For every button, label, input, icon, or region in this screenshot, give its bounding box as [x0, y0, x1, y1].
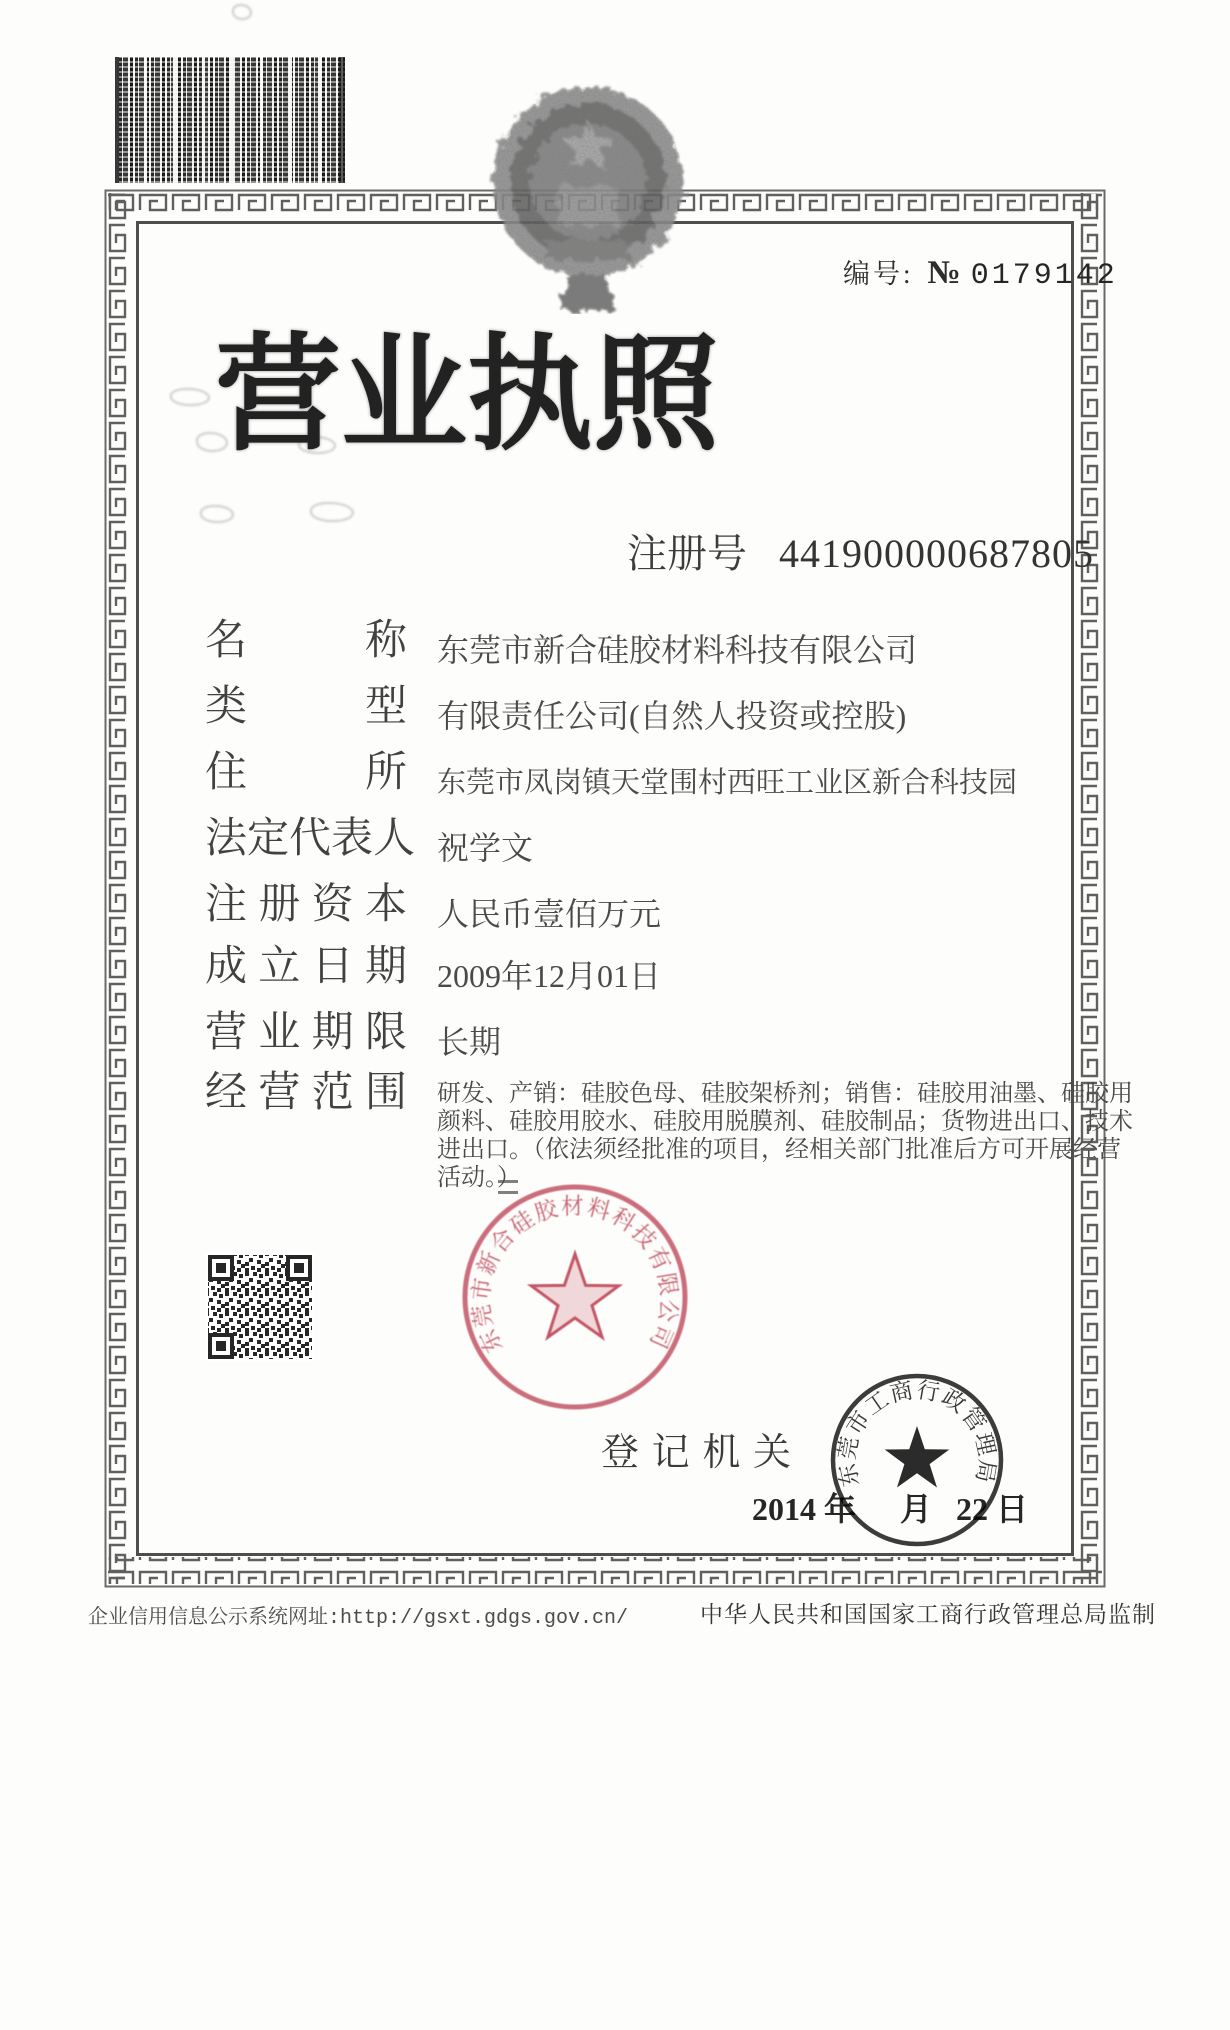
title-char: 业: [341, 327, 467, 466]
numero-sign: №: [927, 255, 961, 291]
company-seal-text: 东莞市新合硅胶材料科技有限公司: [468, 1193, 682, 1357]
field-value-establishment-date: 2009年12月01日: [437, 958, 662, 994]
title-char: 营: [215, 327, 341, 466]
registration-number: 441900000687805: [779, 531, 1094, 576]
scan-artifact: [232, 4, 252, 20]
field-label: 营 业 期 限: [205, 1010, 407, 1056]
field-row-registered-capital: [205, 882, 661, 935]
field-label: 成 立 日 期: [205, 944, 407, 990]
scan-artifact: [200, 505, 234, 523]
issue-date-month-label: 月: [900, 1491, 933, 1527]
field-row-legal-representative: [205, 816, 533, 869]
footer-issuing-authority: 中华人民共和国国家工商行政管理总局监制: [700, 1602, 1156, 1627]
footer-publicity-url: 企业信用信息公示系统网址:http://gsxt.gdgs.gov.cn/: [88, 1607, 629, 1630]
license-title: [215, 327, 719, 466]
barcode: [115, 57, 345, 183]
field-row-establishment-date: [205, 944, 661, 997]
star-icon: [531, 1254, 618, 1337]
serial-number-row: [843, 252, 1118, 293]
field-label: 注 册 资 本: [205, 882, 407, 928]
serial-number: 0179142: [970, 259, 1118, 293]
scope-line: 活动。）: [437, 1165, 521, 1191]
field-value-address: 东莞市凤岗镇天堂围村西旺工业区新合科技园: [437, 767, 1018, 799]
issue-date-day: 22 日: [956, 1491, 1029, 1527]
national-emblem-icon: [486, 82, 690, 314]
title-char: 照: [593, 327, 719, 466]
field-label: 法 定 代 表 人: [205, 816, 416, 862]
field-value-company-type: 有限责任公司(自然人投资或控股): [437, 698, 907, 734]
scope-line: 颜料、硅胶用胶水、硅胶用脱膜剂、硅胶制品；货物进出口、技术: [437, 1109, 1133, 1135]
field-row-address: [205, 750, 1017, 801]
field-row-company-name: [205, 618, 917, 671]
scope-line: 研发、产销：硅胶色母、硅胶架桥剂；销售：硅胶用油墨、硅胶用: [437, 1081, 1133, 1107]
scope-line: 进出口。（依法须经批准的项目，经相关部门批准后方可开展经营: [437, 1137, 1121, 1163]
field-value-business-term: 长期: [437, 1024, 502, 1060]
title-char: 执: [467, 327, 593, 466]
qr-code: [205, 1252, 315, 1362]
field-row-business-term: [205, 1010, 501, 1063]
issue-date-year: 2014 年: [752, 1491, 857, 1527]
scan-artifact: [170, 388, 210, 406]
registration-label: 注 册 号: [627, 531, 747, 576]
company-seal: [450, 1172, 700, 1422]
field-value-legal-representative: 祝学文: [437, 830, 534, 866]
field-label: 经 营 范 围: [205, 1070, 407, 1116]
registrar-label: 登 记 机 关: [601, 1432, 791, 1474]
serial-label: 编号:: [843, 259, 914, 289]
registrar-stamp: [822, 1365, 1012, 1555]
star-icon: [885, 1426, 950, 1488]
field-value-company-name: 东莞市新合硅胶材料科技有限公司: [437, 632, 918, 668]
field-value-registered-capital: 人民币壹佰万元: [437, 896, 662, 932]
field-row-company-type: [205, 684, 906, 737]
field-label: 名 称: [205, 618, 407, 664]
registration-number-row: [627, 522, 1094, 579]
field-label: 类 型: [205, 684, 407, 730]
registrar-stamp-text: 东莞市工商行政管理局: [834, 1377, 1000, 1489]
field-label: 住 所: [205, 750, 407, 796]
scan-artifact: [310, 502, 354, 522]
